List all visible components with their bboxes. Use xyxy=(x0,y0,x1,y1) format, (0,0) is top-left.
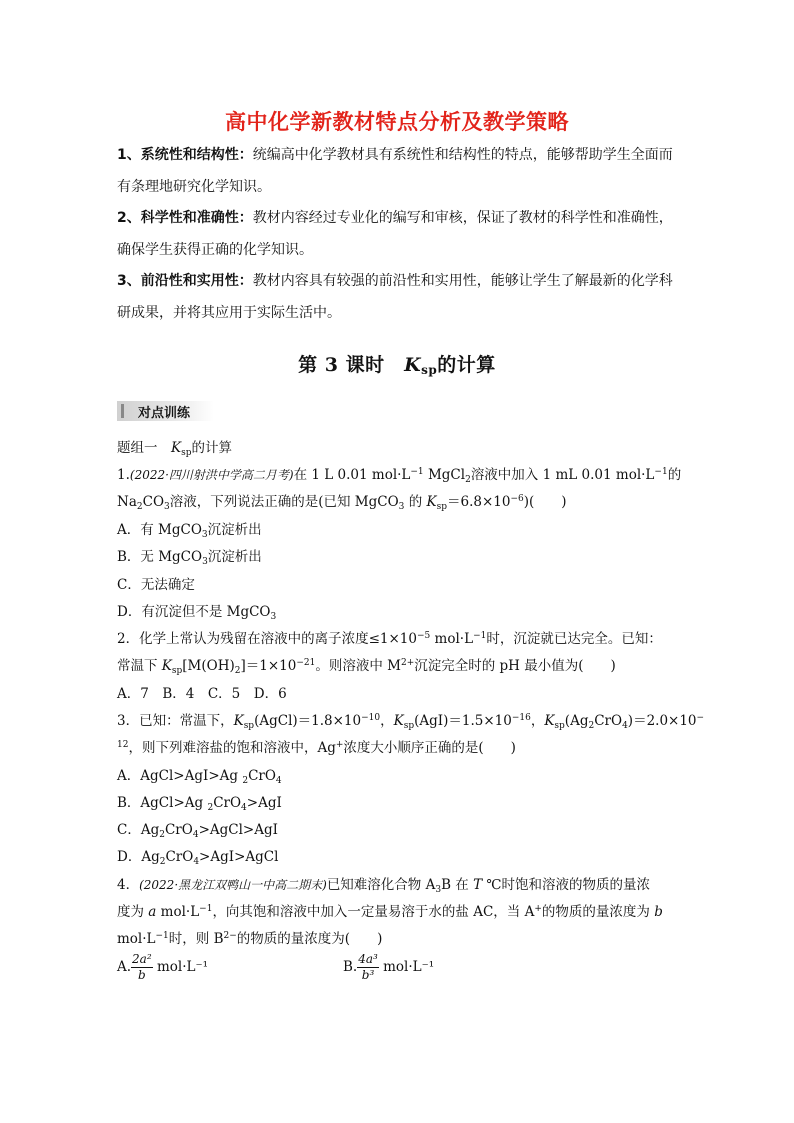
tag-marker xyxy=(121,404,124,418)
question-4-stem-line3: $mol\cdot L^{-1}$时，则 $B^{2-}$的物质的量浓度为( ) xyxy=(117,931,383,947)
option-3a: A．AgCl>AgI>Ag $_2$CrO$_4$ xyxy=(117,768,282,786)
feature-label: 2、科学性和准确性： xyxy=(117,210,253,226)
feature-paragraph-1 xyxy=(117,140,679,203)
question-4-stem: 4．(2022·黑龙江双鸭山一中高二期末)已知难溶化合物 $A_3B$ 在 T ℃时饱和溶液的物质的量浓 xyxy=(117,877,651,895)
feature-text: 教材内容具有较强的前沿性和实用性，能够让学生了解最新的化学科研成果，并将其应用于实际生活中。 xyxy=(117,273,673,321)
feature-label: 3、前沿性和实用性： xyxy=(117,273,253,289)
option-3c: C．$Ag_2CrO_4>AgCl>AgI$ xyxy=(117,822,278,840)
fraction: $\frac{\text{2a²}}{b}$ xyxy=(132,952,152,982)
section-tag-label: 对点训练 xyxy=(138,406,191,421)
option-1b: B．无 MgCO$_3$沉淀析出 xyxy=(117,549,262,567)
question-1-stem: 1.(2022·四川射洪中学高二月考)在 1 L 0.01 $mol\cdot L^{-1}$ MgCl$_2$溶液中加入 1 mL 0.01 $mol\cdot L^{-1}$的 xyxy=(117,467,682,485)
question-2-stem: 2．化学上常认为残留在溶液中的离子浓度$\le 1\times 10^{-5}$ $mol\cdot L^{-1}$时，沉淀就已达完全。已知： xyxy=(117,631,662,647)
question-3-stem: 3．已知：常温下，$K_{sp}(AgCl)=1.8\times 10^{-10}$，$K_{sp}(AgI)=1.5\times 10^{-16}$，$K_{sp}(Ag_2CrO_4)=2.0\times 10^-$ xyxy=(117,713,705,731)
option-4a: A. $\frac{\text{2a²}}{b}$ mol·L⁻¹ xyxy=(117,952,208,982)
lesson-heading: 第 3 课时 $K_{sp}$的计算 xyxy=(298,354,496,377)
option-1a: A．有 MgCO$_3$沉淀析出 xyxy=(117,522,262,540)
group-heading: 题组一 $K_{sp}$的计算 xyxy=(117,440,232,458)
feature-text: 统编高中化学教材具有系统性和结构性的特点，能够帮助学生全面而有条理地研究化学知识。 xyxy=(117,147,673,195)
option-1c: C．无法确定 xyxy=(117,577,195,593)
fraction: $\frac{\text{4a³}}{\text{b³}}$ xyxy=(358,952,378,982)
option-1d: D．有沉淀但不是 MgCO$_3$ xyxy=(117,604,277,622)
question-4-stem-line2: 度为 a $mol\cdot L^{-1}$，向其饱和溶液中加入一定量易溶于水的盐 AC，当 A+的物质的量浓度为 b xyxy=(117,904,663,920)
feature-text: 教材内容经过专业化的编写和审核，保证了教材的科学性和准确性，确保学生获得正确的化学知识。 xyxy=(117,210,673,258)
question-1-stem-line2: $Na_2CO_3$溶液，下列说法正确的是(已知 MgCO$_3$ 的 $K_{sp}=6.8\times 10^{-6}$)( ) xyxy=(117,494,567,512)
feature-paragraph-2 xyxy=(117,203,679,266)
page-title: 高中化学新教材特点分析及教学策略 xyxy=(225,110,569,134)
question-2-stem-line2: 常温下 $K_{sp}[M(OH)_2]=1\times 10^{-21}$。则溶液中 $M^{2+}$沉淀完全时的 pH 最小值为( ) xyxy=(117,658,616,676)
question-3-stem-line2: $^{12}$，则下列难溶盐的饱和溶液中，Ag+浓度大小顺序正确的是( ) xyxy=(117,740,516,756)
feature-paragraph-3 xyxy=(117,266,679,329)
section-tag xyxy=(117,401,214,421)
option-3d: D．$Ag_2CrO_4>AgI>AgCl$ xyxy=(117,849,279,867)
question-source: (2022·黑龙江双鸭山一中高二期末) xyxy=(139,878,327,892)
question-2-options: A．7 B．4 C．5 D．6 xyxy=(117,686,287,702)
option-4b: B. $\frac{\text{4a³}}{\text{b³}}$ mol·L⁻¹ xyxy=(343,952,435,982)
option-3b: B．AgCl>Ag $_2$CrO$_4$>AgI xyxy=(117,795,282,813)
feature-label: 1、系统性和结构性： xyxy=(117,147,253,163)
question-source: (2022·四川射洪中学高二月考) xyxy=(129,468,294,482)
